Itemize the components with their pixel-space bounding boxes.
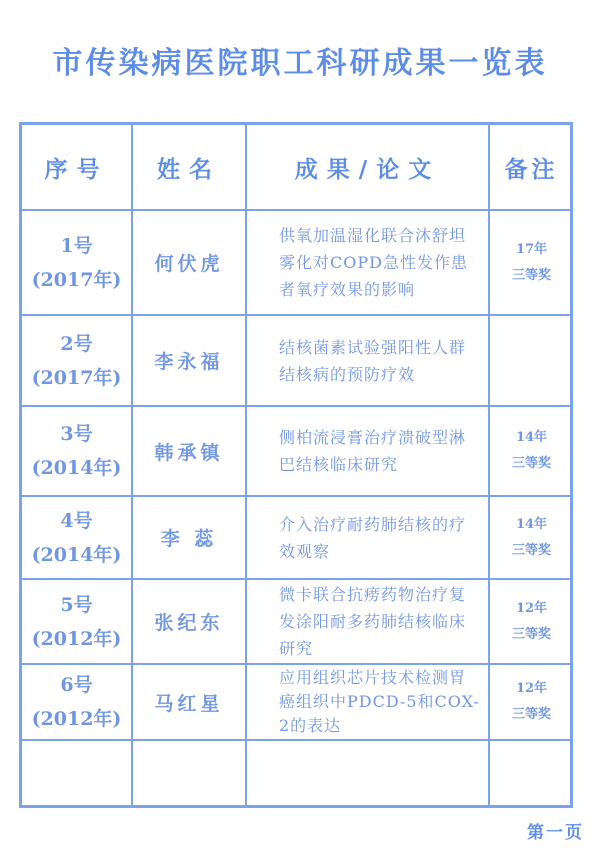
award-year: 14年: [515, 430, 548, 445]
seq-number: 5号: [60, 593, 93, 616]
result-title: 微卡联合抗痨药物治疗复发涂阳耐多药肺结核临床研究: [279, 585, 467, 658]
author-name: 马红星: [154, 692, 224, 715]
seq-year: (2014年): [31, 543, 122, 566]
table-row-seq: [22, 497, 131, 578]
result-title: 供氧加温湿化联合沐舒坦雾化对COPD急性发作患者氧疗效果的影响: [279, 226, 468, 299]
page-number: 第一页: [527, 823, 584, 843]
table-row-note: [490, 665, 573, 739]
seq-number: 4号: [60, 509, 93, 532]
seq-number: 1号: [60, 234, 93, 257]
table-row-note: [490, 580, 573, 663]
award-level: 三等奖: [511, 267, 551, 283]
author-name: 李永福: [154, 351, 224, 373]
award-year: 12年: [515, 600, 548, 616]
result-title: 侧柏流浸膏治疗溃破型淋巴结核临床研究: [279, 428, 467, 474]
header-name: 姓名: [157, 155, 221, 183]
header-note: 备注: [504, 155, 559, 183]
seq-number: 2号: [60, 332, 93, 355]
row-divider: [22, 739, 570, 741]
award-level: 三等奖: [511, 626, 551, 642]
result-title: 结核菌素试验强阳性人群结核病的预防疗效: [279, 337, 467, 384]
author-name: 韩承镇: [154, 441, 224, 464]
author-name: 李 蕊: [160, 528, 218, 550]
award-level: 三等奖: [511, 456, 551, 471]
award-level: 三等奖: [511, 707, 551, 722]
table-row-seq: [22, 580, 131, 663]
award-year: 12年: [515, 681, 548, 696]
table-row-note: [490, 497, 573, 578]
award-year: 14年: [515, 516, 548, 532]
header-result: 成果/论文: [294, 155, 441, 183]
seq-year: (2014年): [31, 457, 122, 479]
table-row-seq: [22, 407, 131, 495]
table-row-note: [490, 211, 573, 314]
table-row-note: [490, 316, 573, 405]
page-title: 市传染病医院职工科研成果一览表: [52, 46, 548, 81]
table-row-seq: [22, 316, 131, 405]
table-row-note: [490, 407, 573, 495]
result-title: 介入治疗耐药肺结核的疗效观察: [279, 514, 467, 561]
header-seq: 序号: [44, 155, 109, 183]
seq-number: 3号: [60, 423, 93, 445]
table-row-seq: [22, 665, 131, 739]
seq-number: 6号: [60, 674, 93, 696]
result-title: 应用组织芯片技术检测胃癌组织中PDCD-5和COX-2的表达: [279, 668, 480, 735]
results-table: [19, 122, 573, 808]
seq-year: (2017年): [31, 366, 122, 389]
author-name: 何伏虎: [154, 253, 224, 275]
seq-year: (2012年): [31, 708, 122, 730]
award-year: 17年: [515, 241, 548, 257]
seq-year: (2012年): [31, 627, 122, 650]
author-name: 张纪东: [154, 612, 224, 634]
table-row-seq: [22, 211, 131, 314]
seq-year: (2017年): [31, 268, 122, 291]
award-level: 三等奖: [511, 542, 551, 558]
